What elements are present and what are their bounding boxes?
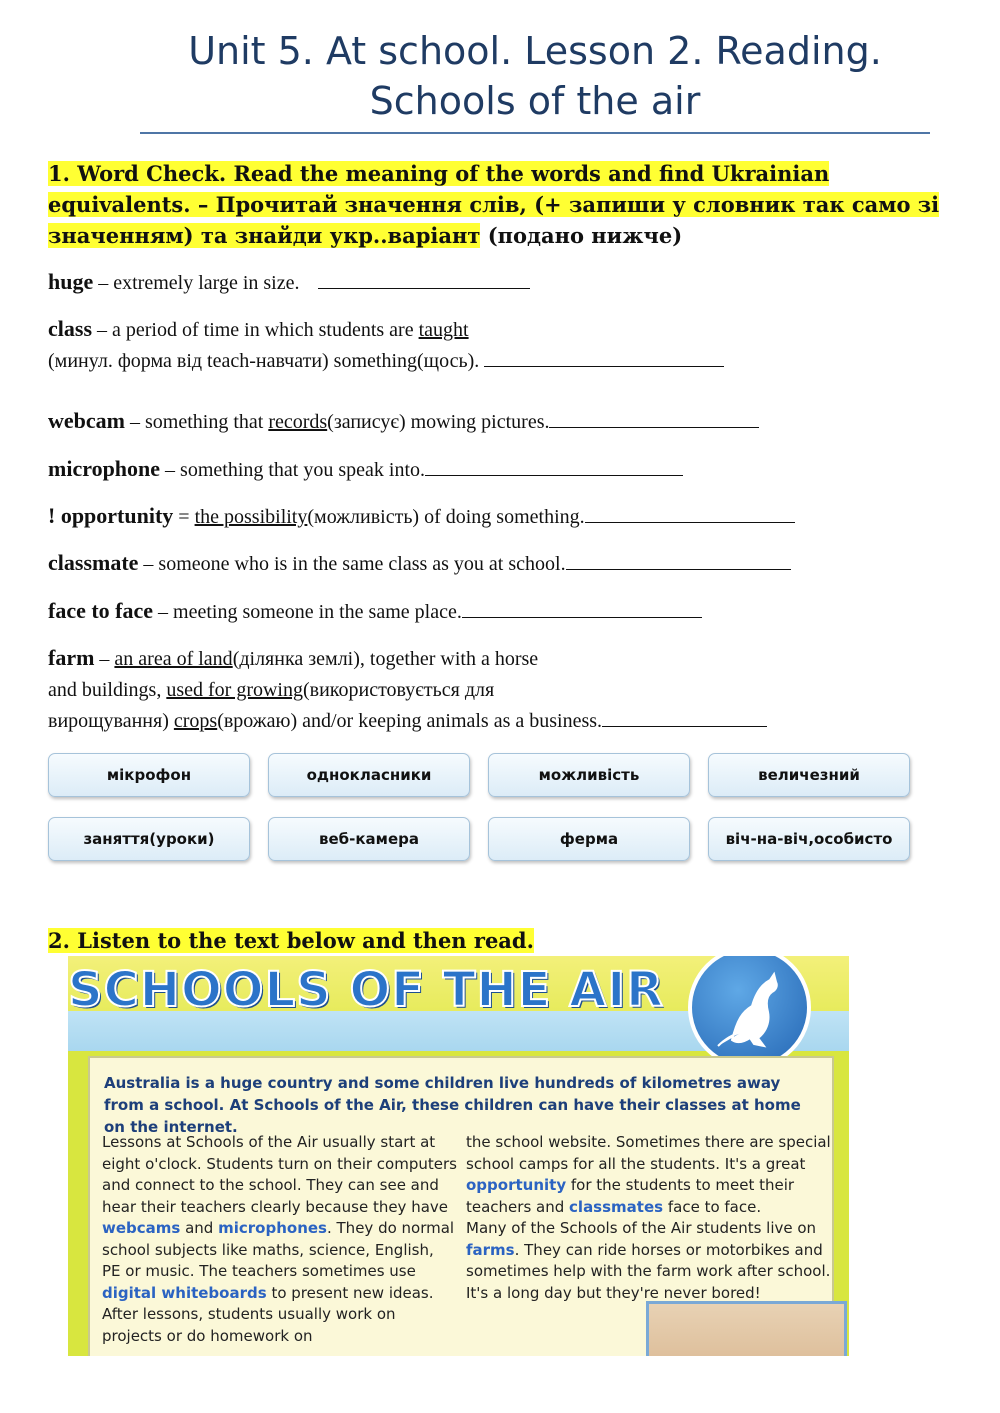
def-text: (врожаю) and/or keeping animals as a business. (217, 710, 603, 732)
answer-button-webcam[interactable]: веб-камера (268, 817, 470, 861)
title-line-1: Unit 5. At school. Lesson 2. Reading. (188, 29, 882, 73)
def-text: – someone who is in the same class as you at school. (138, 553, 566, 575)
article-column-2 (466, 1132, 831, 1304)
def-text: – something that you speak into. (160, 459, 426, 481)
article-keyword: webcams (102, 1219, 181, 1237)
def-text: – a period of time in which students are (92, 319, 419, 341)
answer-button-huge[interactable]: величезний (708, 753, 910, 797)
definition-microphone (48, 453, 968, 486)
answer-blank[interactable] (566, 551, 791, 570)
def-text: вирощування) (48, 710, 174, 732)
kangaroo-badge-icon (688, 956, 811, 1069)
definition-opportunity (48, 500, 968, 533)
definition-classmate (48, 547, 968, 580)
article-text: the school website. Sometimes there are special school camps for all the students. It's a great (466, 1133, 831, 1173)
def-underlined: taught (418, 319, 469, 341)
article-text: Many of the Schools of the Air students live on (466, 1219, 817, 1237)
def-text: – meeting someone in the same place. (153, 601, 462, 623)
task-1-highlighted: 1. Word Check. Read the meaning of the words and find Ukrainian equivalents. – Прочитай значення слів, (+ запиши у словник так само зі значенням) та знайди укр..варіант (48, 161, 940, 248)
article-text: for the students to meet their teachers and (466, 1176, 795, 1216)
article-keyword: digital whiteboards (102, 1283, 267, 1302)
word-face-to-face: face to face (48, 598, 154, 623)
answer-button-microphone[interactable]: мікрофон (48, 753, 250, 797)
def-underlined: crops (173, 710, 218, 732)
word-class: class (48, 316, 92, 341)
article-image (68, 956, 849, 1356)
task-2-instructions (48, 926, 534, 956)
answer-button-classes[interactable]: заняття(уроки) (48, 817, 250, 861)
page-title (140, 26, 930, 126)
def-text: – something that (124, 411, 269, 433)
title-line-2: Schools of the air (369, 79, 701, 123)
answer-blank[interactable] (602, 708, 767, 727)
answer-button-classmates[interactable]: однокласники (268, 753, 470, 797)
article-lead: Australia is a huge country and some children live hundreds of kilometres away from a school. At Schools of the Air, these children can have their classes at home on the internet. (104, 1074, 801, 1136)
word-webcam: webcam (48, 408, 125, 433)
word-huge: huge (48, 269, 94, 294)
def-text: (використовується для (302, 679, 495, 701)
task-1-instructions (48, 158, 948, 251)
def-text: – extremely large in size. (93, 272, 300, 294)
answer-blank[interactable] (462, 599, 702, 618)
definition-farm (48, 642, 968, 737)
def-text: (записує) mowing pictures. (327, 411, 550, 433)
def-underlined: the possibility (194, 506, 308, 528)
article-text: . They can ride horses or motorbikes and sometimes help with the farm work after school. It's a long day but they're never bored! (466, 1240, 831, 1302)
word-classmate: classmate (48, 550, 139, 575)
definition-webcam (48, 405, 968, 438)
article-text: Lessons at Schools of the Air usually start at eight o'clock. Students turn on their computers and connect to the school. They can see and hear their teachers clearly because they have (102, 1133, 457, 1216)
student-photo (646, 1301, 847, 1356)
answer-blank[interactable] (425, 457, 683, 476)
article-text: face to face. (663, 1197, 762, 1216)
word-farm: farm (48, 645, 95, 670)
article-keyword: farms (466, 1240, 515, 1259)
article-keyword: microphones (218, 1219, 327, 1237)
def-text: (ділянка землі), together with a horse (232, 648, 539, 670)
def-underlined: an area of land (114, 648, 233, 670)
definition-huge (48, 266, 968, 299)
title-divider (140, 132, 930, 134)
task-1-tail: (подано нижче) (480, 223, 683, 248)
article-text: and (180, 1219, 219, 1237)
answer-blank[interactable] (484, 348, 724, 367)
definition-class (48, 313, 968, 377)
def-text: – (94, 648, 115, 670)
answer-blank[interactable] (585, 504, 795, 523)
def-text: = (173, 506, 195, 528)
def-text: and buildings, (48, 679, 167, 701)
def-text: (можливість) of doing something. (307, 506, 585, 528)
def-underlined: used for growing (166, 679, 303, 701)
definition-face-to-face (48, 595, 968, 628)
answer-blank[interactable] (549, 409, 759, 428)
word-microphone: microphone (48, 456, 161, 481)
article-keyword: classmates (569, 1197, 664, 1216)
article-column-1 (102, 1132, 457, 1347)
answer-blank[interactable] (318, 270, 530, 289)
task-2-highlighted: 2. Listen to the text below and then read. (48, 928, 534, 953)
def-text: (минул. форма від teach-навчати) something(щось). (48, 350, 485, 372)
article-text: . They do normal school subjects like maths, science, English, PE or music. The teachers sometimes use (102, 1219, 455, 1280)
answer-button-face-to-face[interactable]: віч-на-віч,особисто (708, 817, 910, 861)
answer-button-farm[interactable]: ферма (488, 817, 690, 861)
kangaroo-icon (692, 956, 807, 1065)
word-opportunity: ! opportunity (48, 503, 174, 528)
article-text: to present new ideas. After lessons, students usually work on projects or do homework on (102, 1283, 434, 1345)
article-keyword: opportunity (466, 1176, 567, 1194)
def-underlined: records (268, 411, 328, 433)
article-title: SCHOOLS OF THE AIR (68, 962, 665, 1018)
answer-button-opportunity[interactable]: можливість (488, 753, 690, 797)
